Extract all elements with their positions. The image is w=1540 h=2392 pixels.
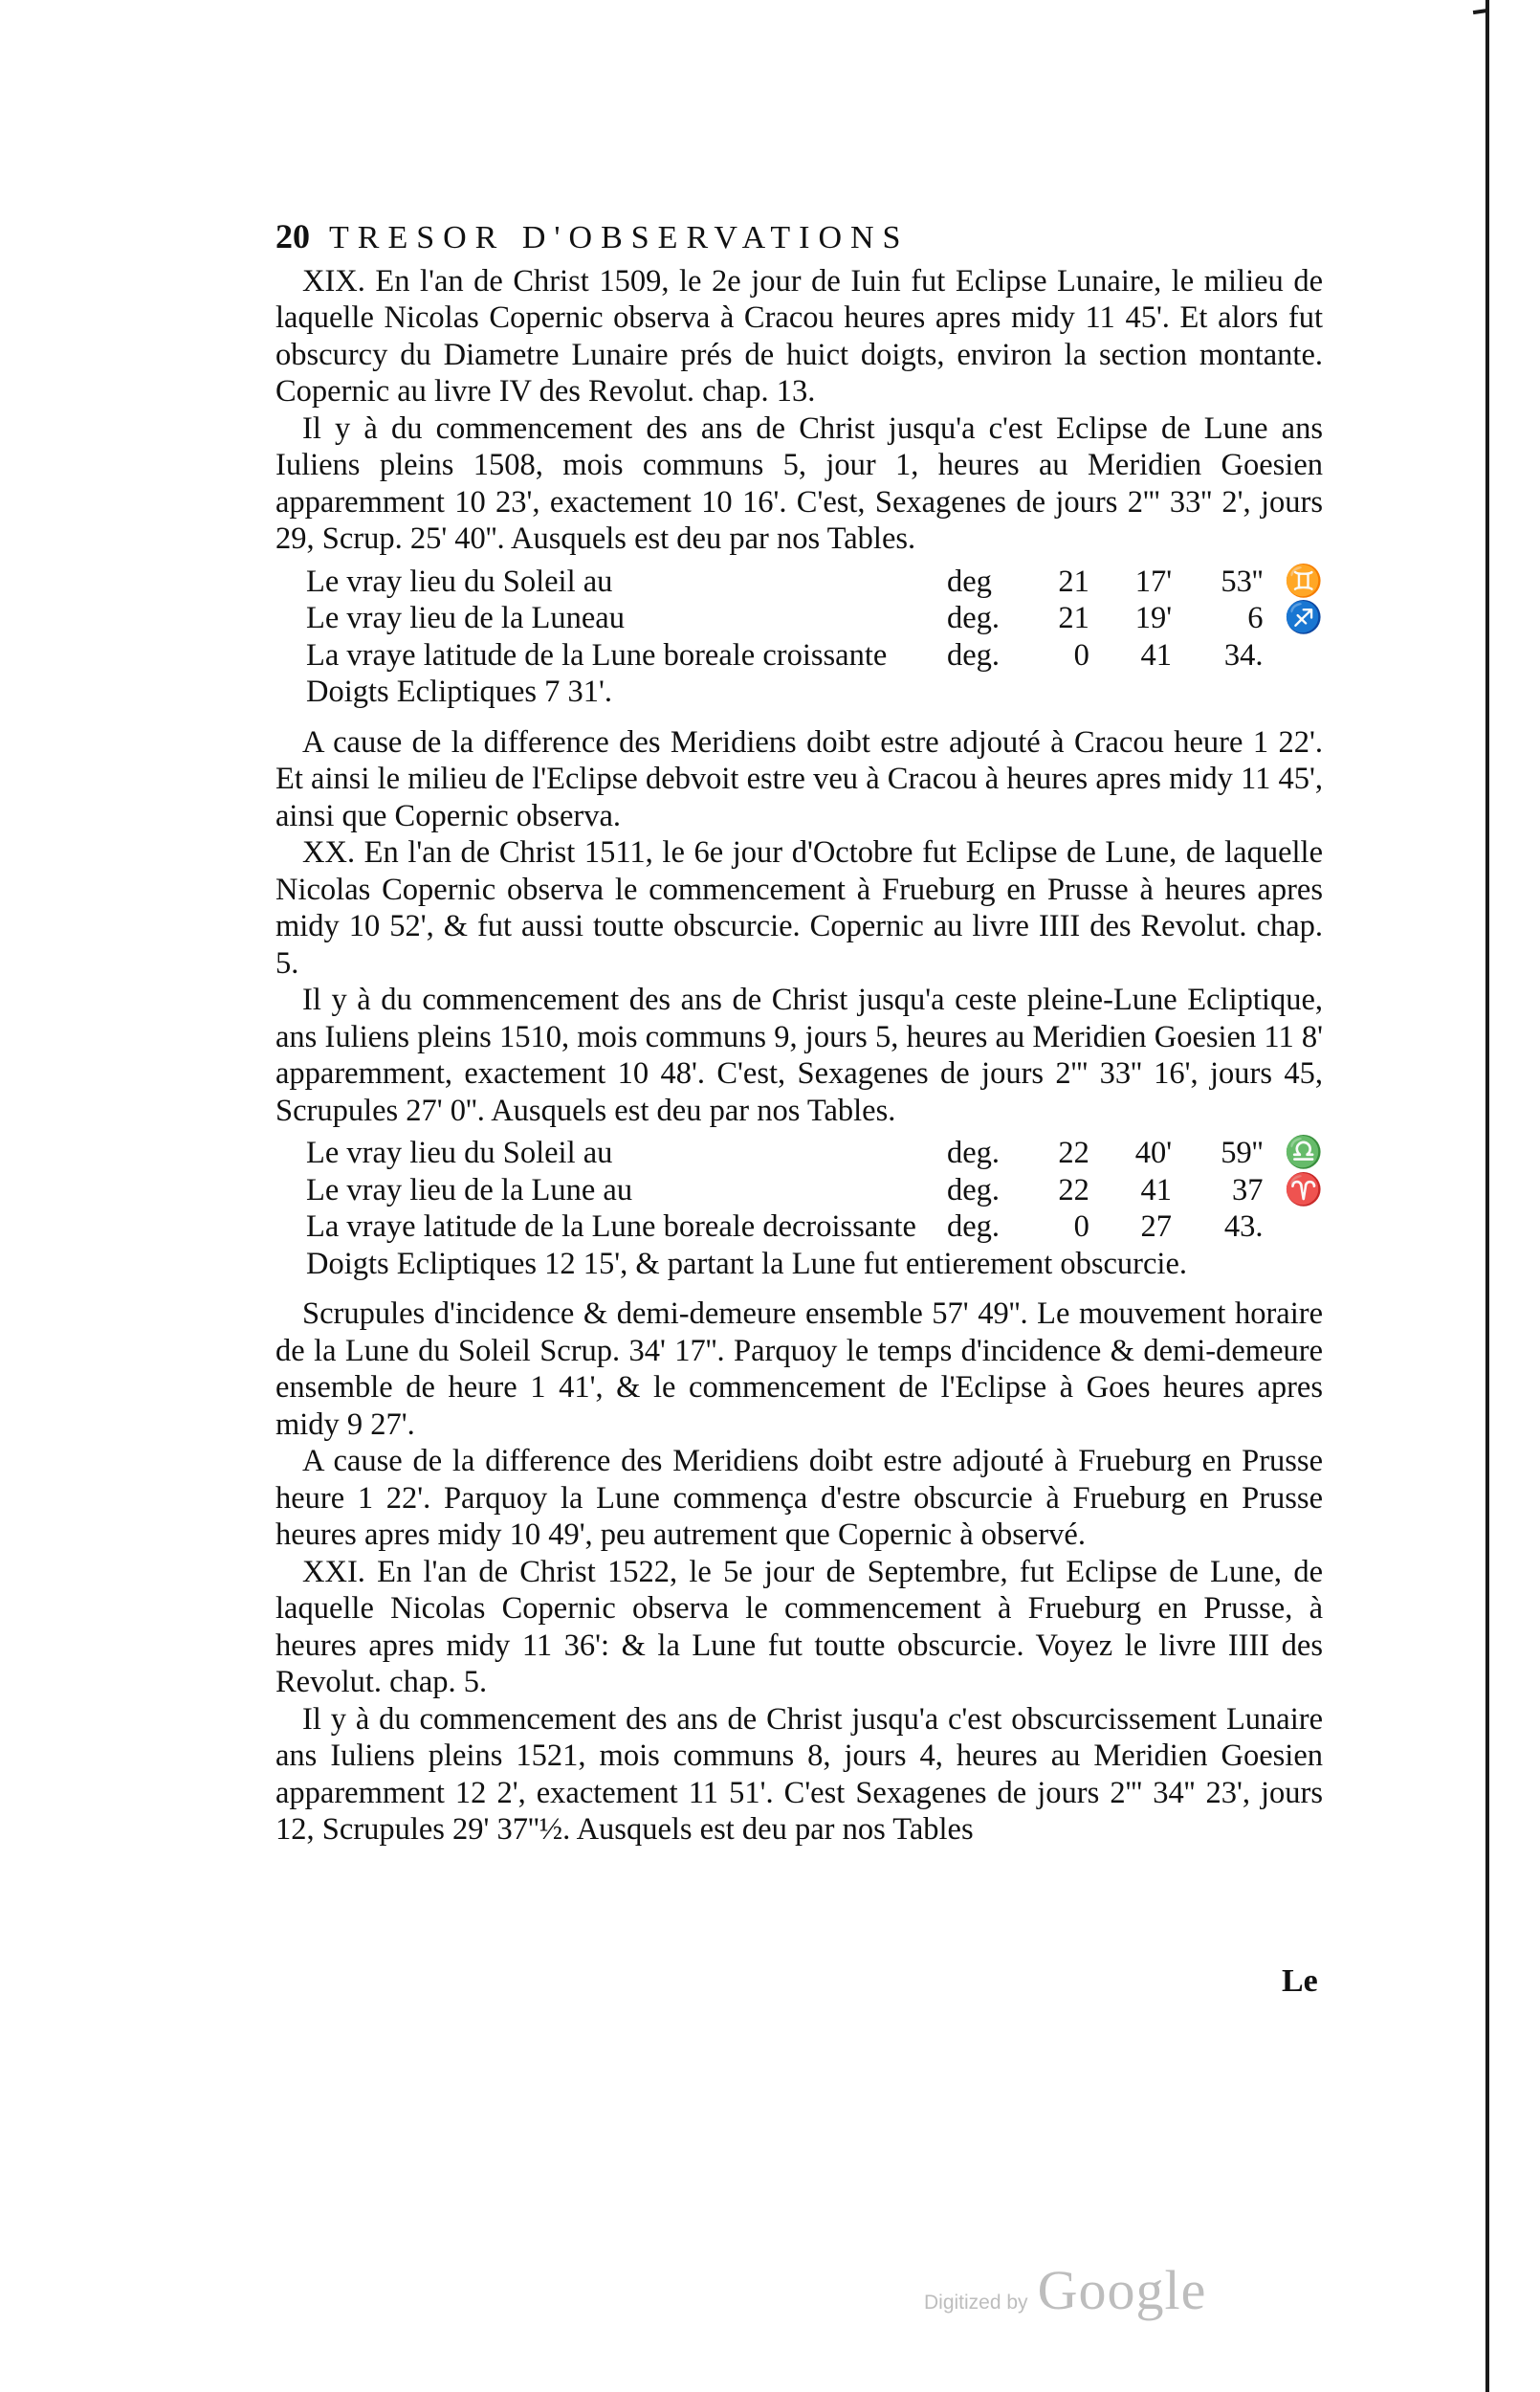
cell-c: 34. (1223, 637, 1264, 673)
paragraph: Il y à du commencement des ans de Christ jusqu'a ceste pleine-Lune Ecliptique, ans Iuliens pleins 1510, mois communs 9, jours 5, heures au Meridien Goesien 11 8' apparemment, exactement 10 48'. C'est, Sexagenes de jours 2''' 33'' 16', jours 45, Scrupules 27' 0''. Ausquels est deu par nos Tables. (275, 983, 1323, 1128)
cell-label: Doigts Ecliptiques 12 15', & partant la Lune fut entierement obscurcie. (306, 1246, 1188, 1281)
cell-label: Doigts Ecliptiques 7 31'. (306, 675, 613, 709)
cell-sign: ♎ (1284, 1136, 1323, 1170)
catchword: Le (1282, 1963, 1318, 1999)
paragraph: XIX. En l'an de Christ 1509, le 2e jour de Iuin fut Eclipse Lunaire, le milieu de laquelle Nicolas Copernic observa à Cracou heures apres midy 11 45'. Et alors fut obscurcy du Diametre Lunaire prés de huict doigts, environ la section montante. Copernic au livre IV des Revolut. chap. 13. (275, 263, 1323, 409)
page-edge-line (1485, 0, 1489, 2392)
cell-c: 53'' (1221, 564, 1264, 599)
cell-sign (1279, 1208, 1323, 1246)
cell-b: 41 (1140, 1172, 1173, 1207)
ephemeris-table (275, 564, 1323, 711)
cell-deg: deg. (947, 637, 1001, 673)
table-row (275, 1135, 1323, 1172)
cell-c: 37 (1232, 1172, 1264, 1207)
cell-b: 27 (1140, 1209, 1173, 1244)
cell-sign: ♊ (1284, 564, 1323, 599)
digitized-by-label: Digitized by (924, 2292, 1028, 2314)
cell-label: Le vray lieu de la Lune au (306, 1172, 633, 1207)
table-row (275, 1246, 1323, 1283)
cell-a: 22 (1058, 1136, 1089, 1170)
paragraph: A cause de la difference des Meridiens doibt estre adjouté à Frueburg en Prusse heure 1 22'. Parquoy la Lune commença d'estre obscurcie à Frueburg en Prusse heures apres midy 10 49', peu autrement que Copernic à observé. (275, 1444, 1323, 1552)
cell-sign (1279, 637, 1323, 675)
google-wordmark: Google (1037, 2259, 1207, 2321)
cell-deg: deg. (947, 1172, 1001, 1207)
paragraph: Scrupules d'incidence & demi-demeure ensemble 57' 49''. Le mouvement horaire de la Lune du Soleil Scrup. 34' 17''. Parquoy le temps d'incidence & demi-demeure ensemble de heure 1 41', & le commencement de l'Eclipse à Goes heures apres midy 9 27'. (275, 1296, 1323, 1442)
paragraph: Il y à du commencement des ans de Christ jusqu'a c'est Eclipse de Lune ans Iuliens pleins 1508, mois communs 5, jour 1, heures au Meridien Goesien apparemment 10 23', exactement 10 16'. C'est, Sexagenes de jours 2''' 33'' 2', jours 29, Scrup. 25' 40''. Ausquels est deu par nos Tables. (275, 410, 1323, 556)
table-row (275, 1172, 1323, 1209)
cell-c: 43. (1223, 1209, 1264, 1244)
table-row (275, 674, 1323, 711)
cell-label: Le vray lieu du Soleil au (306, 1136, 613, 1170)
cell-a: 0 (1073, 637, 1089, 673)
digitization-watermark (924, 2258, 1206, 2322)
page-header (275, 218, 1323, 257)
cell-a: 22 (1058, 1172, 1089, 1207)
cell-label: Le vray lieu du Soleil au (306, 564, 613, 599)
cell-deg: deg. (947, 601, 1001, 635)
cell-a: 21 (1058, 564, 1089, 599)
cell-c: 6 (1247, 601, 1264, 635)
table-row (275, 637, 1323, 675)
cell-b: 41 (1140, 637, 1173, 673)
table-row (275, 1208, 1323, 1246)
running-title: TRESOR D'OBSERVATIONS (329, 220, 910, 255)
cell-a: 21 (1058, 601, 1089, 635)
cell-c: 59'' (1221, 1136, 1264, 1170)
cell-b: 19' (1134, 601, 1173, 635)
paragraph: A cause de la difference des Meridiens doibt estre adjouté à Cracou heure 1 22'. Et ainsi le milieu de l'Eclipse debvoit estre veu à Cracou à heures apres midy 11 45', ainsi que Copernic observa. (275, 724, 1323, 833)
cell-label: La vraye latitude de la Lune boreale croissante (306, 637, 888, 673)
table-row (275, 600, 1323, 637)
cell-a: 0 (1073, 1209, 1089, 1244)
table-row (275, 564, 1323, 601)
book-page (275, 218, 1323, 1849)
cell-b: 17' (1134, 564, 1173, 599)
paragraph: XXI. En l'an de Christ 1522, le 5e jour de Septembre, fut Eclipse de Lune, de laquelle Nicolas Copernic observa le commencement à Frueburg en Prusse, à heures apres midy 11 36': & la Lune fut toutte obscurcie. Voyez le livre IIII des Revolut. chap. 5. (275, 1554, 1323, 1699)
cell-label: Le vray lieu de la Luneau (306, 601, 625, 635)
paragraph: Il y à du commencement des ans de Christ jusqu'a c'est obscurcissement Lunaire ans Iuliens pleins 1521, mois communs 8, jours 4, heures au Meridien Goesien apparemment 12 2', exactement 11 51'. C'est Sexagenes de jours 2''' 34'' 23', jours 12, Scrupules 29' 37''½. Ausquels est deu par nos Tables (275, 1701, 1323, 1847)
ephemeris-table (275, 1135, 1323, 1282)
cell-sign: ♐ (1284, 601, 1323, 635)
cell-deg: deg. (947, 1136, 1001, 1170)
cell-deg: deg (947, 564, 992, 599)
page-body (275, 263, 1323, 1849)
paragraph: XX. En l'an de Christ 1511, le 6e jour d'Octobre fut Eclipse de Lune, de laquelle Nicolas Copernic observa le commencement à Frueburg en Prusse à heures apres midy 10 52', & fut aussi toutte obscurcie. Copernic au livre IIII des Revolut. chap. 5. (275, 835, 1323, 981)
cell-sign: ♈ (1284, 1172, 1323, 1207)
page-number: 20 (275, 217, 310, 255)
cell-b: 40' (1134, 1136, 1173, 1170)
cell-label: La vraye latitude de la Lune boreale decroissante (306, 1209, 916, 1244)
cell-deg: deg. (947, 1209, 1001, 1244)
